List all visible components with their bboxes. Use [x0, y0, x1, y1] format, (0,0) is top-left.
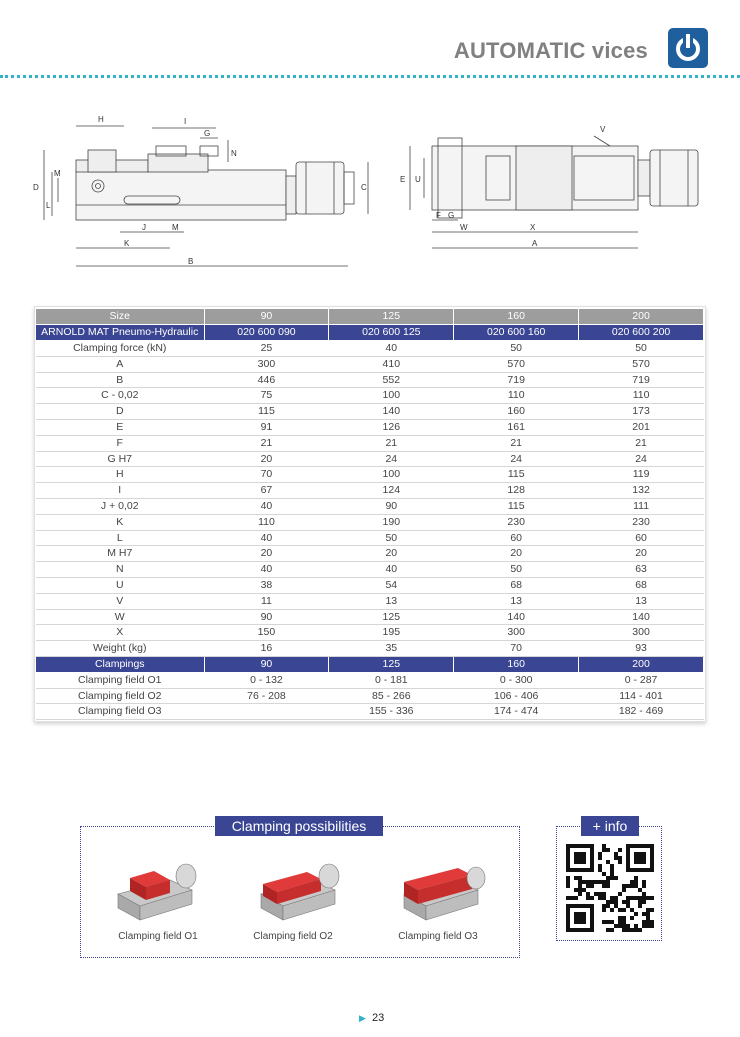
table-cell: 126 [329, 420, 454, 436]
table-row [36, 514, 704, 530]
table-cell: 76 - 208 [204, 688, 329, 704]
table-cell: X [36, 625, 204, 641]
table-cell: 20 [579, 546, 704, 562]
clamping-row [36, 704, 704, 720]
table-cell: 50 [454, 562, 579, 578]
table-cell: 140 [454, 609, 579, 625]
table-cell: 60 [454, 530, 579, 546]
table-row [36, 435, 704, 451]
spec-rows [36, 341, 704, 657]
caption-clamping-field-o1: Clamping field O1 [118, 931, 198, 942]
table-cell: 100 [329, 467, 454, 483]
table-cell: 13 [579, 593, 704, 609]
table-cell: 410 [329, 356, 454, 372]
table-cell: 67 [204, 483, 329, 499]
table-row [36, 641, 704, 657]
table-row [36, 530, 704, 546]
table-cell: 35 [329, 641, 454, 657]
table-cell: 200 [579, 309, 704, 325]
table-row [36, 388, 704, 404]
table-cell: L [36, 530, 204, 546]
table-cell: 132 [579, 483, 704, 499]
table-cell: 570 [579, 356, 704, 372]
table-cell: 719 [454, 372, 579, 388]
table-cell: N [36, 562, 204, 578]
table-cell: 40 [204, 530, 329, 546]
table-row [36, 578, 704, 594]
dim-label-i: I [184, 117, 187, 126]
vise-illustration-o2 [255, 858, 345, 933]
table-cell: 20 [204, 546, 329, 562]
table-cell: U [36, 578, 204, 594]
table-cell: 125 [329, 657, 454, 673]
dim-label-m-left: M [54, 169, 61, 178]
table-row [36, 625, 704, 641]
table-cell: 70 [454, 641, 579, 657]
table-cell: 60 [579, 530, 704, 546]
dim-label-u: U [415, 175, 421, 184]
table-cell: 570 [454, 356, 579, 372]
table-cell: 173 [579, 404, 704, 420]
table-row [36, 341, 704, 357]
table-cell: 719 [579, 372, 704, 388]
table-cell: Size [36, 309, 204, 325]
table-row [36, 609, 704, 625]
table-cell: 16 [204, 641, 329, 657]
table-cell: Clamping field O1 [36, 672, 204, 688]
table-cell: 300 [204, 356, 329, 372]
table-cell: 111 [579, 499, 704, 515]
qr-code-icon[interactable] [566, 844, 654, 932]
page-title: AUTOMATIC vices [453, 38, 648, 63]
table-cell: 115 [454, 467, 579, 483]
vise-illustration-o1 [112, 858, 202, 933]
table-cell: 11 [204, 593, 329, 609]
table-cell: 50 [329, 530, 454, 546]
caption-clamping-field-o3: Clamping field O3 [398, 931, 478, 942]
clamping-row [36, 688, 704, 704]
table-cell: 75 [204, 388, 329, 404]
table-cell: 54 [329, 578, 454, 594]
table-cell: 115 [454, 499, 579, 515]
table-cell: V [36, 593, 204, 609]
table-cell: J + 0,02 [36, 499, 204, 515]
size-header-row [36, 309, 704, 325]
table-cell: 446 [204, 372, 329, 388]
table-cell: 125 [329, 309, 454, 325]
table-row [36, 593, 704, 609]
table-cell: 0 - 132 [204, 672, 329, 688]
table-cell: 68 [579, 578, 704, 594]
power-symbol-icon [668, 28, 708, 68]
table-cell: 115 [204, 404, 329, 420]
table-cell: 68 [454, 578, 579, 594]
dim-label-x: X [530, 223, 536, 232]
table-row [36, 404, 704, 420]
table-cell: 0 - 181 [329, 672, 454, 688]
clampings-header-row [36, 657, 704, 673]
table-row [36, 356, 704, 372]
dim-label-g: G [204, 129, 211, 138]
table-cell: 24 [329, 451, 454, 467]
table-cell: 0 - 300 [454, 672, 579, 688]
dim-label-a: A [532, 239, 538, 248]
table-cell: 020 600 160 [454, 325, 579, 341]
page-arrow-icon: ▶ [359, 1013, 366, 1023]
table-cell [204, 704, 329, 720]
table-cell: 182 - 469 [579, 704, 704, 720]
table-cell: 90 [329, 499, 454, 515]
table-cell: 160 [454, 657, 579, 673]
table-cell: 40 [204, 562, 329, 578]
table-cell: Clamping force (kN) [36, 341, 204, 357]
table-row [36, 451, 704, 467]
dim-label-d: D [33, 183, 39, 192]
table-cell: 125 [329, 609, 454, 625]
dim-label-l: L [46, 201, 51, 210]
table-cell: 200 [579, 657, 704, 673]
clamping-possibilities-title: Clamping possibilities [215, 816, 383, 836]
table-cell: 300 [454, 625, 579, 641]
table-cell: H [36, 467, 204, 483]
table-cell: F [36, 435, 204, 451]
table-cell: Clamping field O3 [36, 704, 204, 720]
table-cell: 90 [204, 609, 329, 625]
table-cell: 110 [204, 514, 329, 530]
table-cell: 128 [454, 483, 579, 499]
table-cell: E [36, 420, 204, 436]
table-cell: 91 [204, 420, 329, 436]
table-cell: 124 [329, 483, 454, 499]
table-cell: B [36, 372, 204, 388]
table-cell: 50 [579, 341, 704, 357]
table-cell: 70 [204, 467, 329, 483]
table-row [36, 546, 704, 562]
table-cell: 93 [579, 641, 704, 657]
table-cell: 13 [454, 593, 579, 609]
table-cell: 50 [454, 341, 579, 357]
clamping-row [36, 672, 704, 688]
table-cell: 114 - 401 [579, 688, 704, 704]
table-cell: 21 [454, 435, 579, 451]
table-cell: 155 - 336 [329, 704, 454, 720]
table-row [36, 372, 704, 388]
table-cell: M H7 [36, 546, 204, 562]
table-cell: 195 [329, 625, 454, 641]
specification-table [36, 309, 704, 720]
table-cell: 21 [204, 435, 329, 451]
table-cell: I [36, 483, 204, 499]
header-divider [0, 75, 740, 78]
table-cell: 119 [579, 467, 704, 483]
table-cell: 40 [329, 562, 454, 578]
table-cell: 300 [579, 625, 704, 641]
table-cell: 020 600 125 [329, 325, 454, 341]
caption-clamping-field-o2: Clamping field O2 [253, 931, 333, 942]
table-cell: 552 [329, 372, 454, 388]
table-cell: 110 [579, 388, 704, 404]
table-row [36, 467, 704, 483]
model-number-row [36, 325, 704, 341]
vise-top-view-drawing [398, 110, 718, 265]
table-cell: 110 [454, 388, 579, 404]
table-cell: 90 [204, 309, 329, 325]
table-cell: G H7 [36, 451, 204, 467]
table-cell: Weight (kg) [36, 641, 204, 657]
table-cell: 160 [454, 309, 579, 325]
dim-label-k: K [124, 239, 130, 248]
table-cell: 100 [329, 388, 454, 404]
table-cell: 25 [204, 341, 329, 357]
table-cell: 40 [329, 341, 454, 357]
table-cell: 174 - 474 [454, 704, 579, 720]
table-cell: 63 [579, 562, 704, 578]
table-cell: 161 [454, 420, 579, 436]
table-cell: K [36, 514, 204, 530]
table-cell: 0 - 287 [579, 672, 704, 688]
table-cell: C - 0,02 [36, 388, 204, 404]
table-cell: 24 [454, 451, 579, 467]
dim-label-j: J [142, 223, 146, 232]
table-cell: 201 [579, 420, 704, 436]
table-cell: 106 - 406 [454, 688, 579, 704]
table-row [36, 562, 704, 578]
table-cell: 150 [204, 625, 329, 641]
table-cell: 20 [454, 546, 579, 562]
table-cell: ARNOLD MAT Pneumo-Hydraulic [36, 325, 204, 341]
dim-label-n: N [231, 149, 237, 158]
dim-label-v: V [600, 125, 606, 134]
table-row [36, 483, 704, 499]
table-cell: 020 600 090 [204, 325, 329, 341]
page-number: 23 [372, 1012, 385, 1024]
dim-label-e: E [400, 175, 406, 184]
table-cell: 90 [204, 657, 329, 673]
table-cell: 85 - 266 [329, 688, 454, 704]
table-cell: 230 [579, 514, 704, 530]
table-row [36, 499, 704, 515]
table-cell: A [36, 356, 204, 372]
vise-illustration-o3 [398, 858, 488, 933]
table-row [36, 420, 704, 436]
vise-side-view-drawing [28, 110, 378, 280]
dim-label-c: C [361, 183, 367, 192]
table-cell: 160 [454, 404, 579, 420]
dim-label-b: B [188, 257, 194, 266]
table-cell: W [36, 609, 204, 625]
table-cell: Clampings [36, 657, 204, 673]
table-cell: 21 [329, 435, 454, 451]
table-cell: 24 [579, 451, 704, 467]
table-cell: 20 [329, 546, 454, 562]
dim-label-g-right: G [448, 211, 455, 220]
clamping-rows [36, 672, 704, 719]
dim-label-h: H [98, 115, 104, 124]
table-cell: 140 [329, 404, 454, 420]
table-cell: Clamping field O2 [36, 688, 204, 704]
dim-label-f: F [436, 211, 441, 220]
dim-label-m-bottom: M [172, 223, 179, 232]
table-cell: 020 600 200 [579, 325, 704, 341]
table-cell: 13 [329, 593, 454, 609]
table-cell: 140 [579, 609, 704, 625]
table-cell: 230 [454, 514, 579, 530]
table-cell: 38 [204, 578, 329, 594]
table-cell: 20 [204, 451, 329, 467]
table-cell: 190 [329, 514, 454, 530]
dim-label-w: W [460, 223, 468, 232]
info-title: + info [581, 816, 639, 836]
table-cell: 40 [204, 499, 329, 515]
table-cell: 21 [579, 435, 704, 451]
table-cell: D [36, 404, 204, 420]
